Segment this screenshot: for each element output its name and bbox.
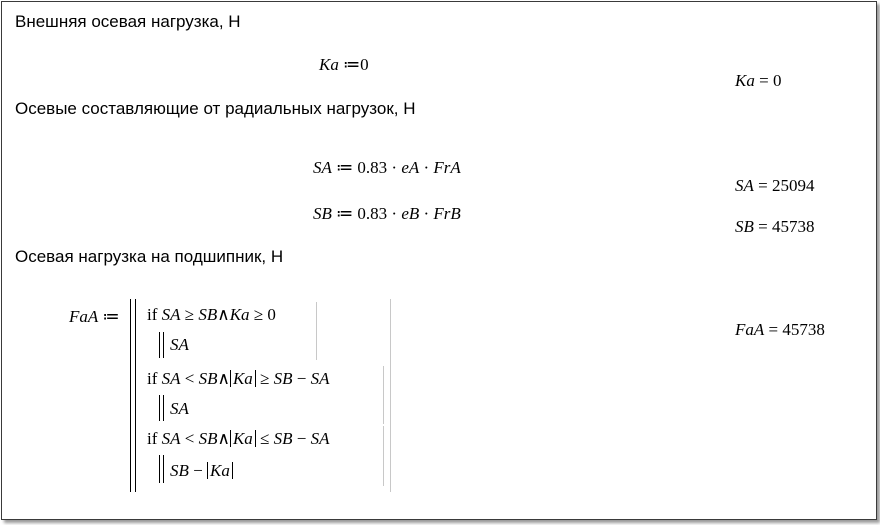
branch1-ret: SA <box>170 335 189 354</box>
mathcad-worksheet <box>1 1 877 520</box>
branch2-ret-bar-a <box>159 395 160 421</box>
branch1-c: Ka <box>229 305 250 324</box>
branch1-ret-bar-a <box>159 332 160 358</box>
def-sb-dot2: · <box>423 204 430 223</box>
program-faa-lhs <box>69 307 120 327</box>
def-sa[interactable] <box>313 158 461 178</box>
branch2-ret: SA <box>170 399 189 418</box>
branch3-if: if <box>147 429 158 448</box>
branch3-c-abs: Ka <box>230 430 256 447</box>
def-ka-expr: 0 <box>360 55 369 74</box>
branch2-op1: < <box>184 369 195 388</box>
def-sb-coef: 0.83 <box>357 204 388 223</box>
branch3-a: SA <box>161 429 181 448</box>
result-sa-value: 25094 <box>771 176 815 195</box>
branch3-bound <box>383 426 384 486</box>
result-ka-value: 0 <box>772 71 782 90</box>
result-ka-eq: = <box>759 71 769 90</box>
result-faa[interactable] <box>735 320 825 340</box>
def-sb[interactable] <box>313 204 461 224</box>
branch3-return <box>170 461 233 481</box>
branch3-op2: ≤ <box>260 429 270 448</box>
def-sa-dot2: · <box>423 158 430 177</box>
branch1-condition <box>147 305 276 325</box>
def-ka-assign: ≔ <box>343 55 361 74</box>
def-sa-var: SA <box>313 158 332 177</box>
def-sa-assign: ≔ <box>336 158 354 177</box>
result-faa-var: FaA <box>735 320 765 339</box>
result-sa-var: SA <box>735 176 754 195</box>
branch3-ret-minus: − <box>193 461 203 480</box>
branch1-return <box>170 335 189 355</box>
result-faa-value: 45738 <box>782 320 825 339</box>
branch1-op1: ≥ <box>184 305 195 324</box>
program-faa-name: FaA <box>69 307 99 326</box>
def-sa-coef: 0.83 <box>357 158 388 177</box>
branch3-b: SB <box>198 429 218 448</box>
branch1-d: 0 <box>267 305 276 324</box>
branch2-if: if <box>147 369 158 388</box>
branch3-op1: < <box>184 429 195 448</box>
def-ka-var: Ka <box>319 55 339 74</box>
branch2-b: SB <box>198 369 218 388</box>
branch3-d: SB <box>273 429 293 448</box>
heading-bearing-load: Осевая нагрузка на подшипник, Н <box>15 247 284 266</box>
branch3-e: SA <box>310 429 330 448</box>
heading-external-load: Внешняя осевая нагрузка, Н <box>15 12 241 31</box>
branch1-op2: ≥ <box>253 305 264 324</box>
branch3-and: ∧ <box>217 429 230 448</box>
branch2-c-abs: Ka <box>230 370 256 387</box>
branch2-minus: − <box>296 369 307 388</box>
branch2-bound <box>383 366 384 424</box>
branch1-a: SA <box>161 305 181 324</box>
def-sb-assign: ≔ <box>336 204 354 223</box>
def-ka[interactable] <box>319 55 369 75</box>
branch2-op2: ≥ <box>260 369 270 388</box>
result-sb-eq: = <box>758 217 768 236</box>
result-sa-eq: = <box>758 176 768 195</box>
result-sb-var: SB <box>735 217 754 236</box>
result-sb-value: 45738 <box>771 217 815 236</box>
branch1-if: if <box>147 305 158 324</box>
branch2-e: SA <box>310 369 330 388</box>
branch3-minus: − <box>296 429 307 448</box>
def-sa-f1: eA <box>401 158 420 177</box>
branch2-a: SA <box>161 369 181 388</box>
def-sa-dot1: · <box>391 158 398 177</box>
heading-radial-components: Осевые составляющие от радиальных нагрузок, Н <box>15 99 416 118</box>
branch3-ret-b-abs: Ka <box>207 462 233 479</box>
branch1-bound <box>316 302 317 360</box>
program-outer-bar-right <box>135 299 136 492</box>
program-outer-bar-left <box>130 299 131 492</box>
def-sa-f2: FrA <box>433 158 461 177</box>
branch1-b: SB <box>198 305 218 324</box>
def-sb-var: SB <box>313 204 332 223</box>
def-sb-dot1: · <box>391 204 398 223</box>
def-sb-f2: FrB <box>433 204 461 223</box>
branch2-return <box>170 399 189 419</box>
result-faa-eq: = <box>768 320 779 339</box>
branch2-condition <box>147 369 330 389</box>
branch3-ret-bar-b <box>163 455 164 483</box>
result-ka[interactable] <box>735 71 781 91</box>
branch1-ret-bar-b <box>163 332 164 358</box>
branch2-ret-bar-b <box>163 395 164 421</box>
branch3-condition <box>147 429 330 449</box>
branch2-d: SB <box>273 369 293 388</box>
def-sb-f1: eB <box>401 204 420 223</box>
branch3-ret-a: SB <box>170 461 189 480</box>
branch1-and: ∧ <box>217 305 230 324</box>
result-sb[interactable] <box>735 217 814 237</box>
result-ka-var: Ka <box>735 71 755 90</box>
program-outer-bound <box>390 299 391 492</box>
result-sa[interactable] <box>735 176 814 196</box>
branch3-ret-bar-a <box>159 455 160 483</box>
program-faa-assign: ≔ <box>102 307 120 326</box>
branch2-and: ∧ <box>217 369 230 388</box>
